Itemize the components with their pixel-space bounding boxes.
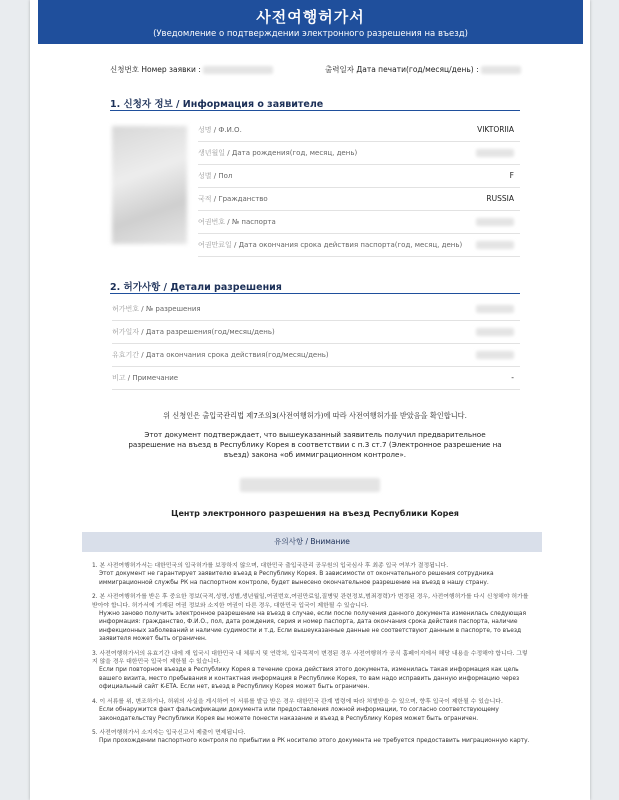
field-label	[198, 125, 477, 135]
attention-note-ko: 4. 이 서류를 위, 변조하거나, 허위의 사실을 게시하여 이 서류를 발급 받은 경우 대한민국 관계 법령에 따라 처벌받을 수 있으며, 향후 입국이 제한될 수 있습니다.	[92, 698, 503, 705]
document-subtitle: (Уведомление о подтверждении электронного разрешения на въезд)	[153, 29, 468, 39]
field-label-ru: / Дата окончания срока действия паспорта(год, месяц, день)	[234, 240, 463, 249]
field-label-ko: 유효기간	[112, 350, 140, 359]
issuing-center-name: Центр электронного разрешения на въезд Республики Корея	[171, 509, 459, 518]
attention-note-ko: 5. 사전여행허가서 소지자는 입국신고서 제출이 면제됩니다.	[92, 729, 246, 736]
attention-note-ru: Этот документ не гарантирует заявителю въезд в Республику Корея. В зависимости от окончательного решения сотрудника иммиграционной службы РК на паспортном контроле, будет вынесено окончательное разрешение на въезд в нашу страну.	[99, 571, 494, 586]
document-title: 사전여행허가서	[256, 8, 365, 26]
confirmation-statement-ko: 위 신청인은 출입국관리법 제7조의3(사전여행허가)에 따라 사전여행허가를 받았음을 확인합니다.	[163, 411, 467, 420]
attention-note-ko: 1. 본 사전여행허가서는 대한민국의 입국허가를 보장하지 않으며, 대한민국 출입국관리 공무원의 입국심사 후 최종 입국 여부가 결정됩니다.	[92, 563, 449, 569]
redacted-field-value	[476, 218, 514, 226]
info-row	[112, 366, 520, 390]
attention-note	[92, 562, 532, 587]
redacted-field-value	[476, 305, 514, 313]
attention-note-ru: Если обнаружится факт фальсификации документа или предоставления ложной информации, то согласно соответствующему законодательству Республики Корея вы можете понести наказание и въезд в Республику Корея может быть ограничен.	[99, 707, 499, 722]
field-label	[198, 240, 476, 250]
field-label	[112, 304, 476, 314]
info-row	[112, 320, 520, 344]
section-divider	[110, 293, 520, 294]
attention-note-ko: 2. 본 사전여행허가를 받은 후 중요한 정보(국적,성명,성별,생년월일,여권번호,여권만료일,질병및 관련정보,범죄경력)가 변경된 경우, 사전여행허가를 다시 신청해야 허가를 받아야 합니다. 허가서에 기재된 여권 정보와 소지한 여권이 다른 경우, 대한민국 입국이 제한될 수 있습니다.	[92, 594, 529, 609]
redacted-stamp	[240, 478, 380, 492]
redacted-field-value	[476, 351, 514, 359]
field-label-ko: 허가일자	[112, 327, 140, 336]
field-value: -	[511, 373, 514, 382]
field-label	[198, 171, 510, 181]
attention-note-ko: 3. 사전여행허가서의 유효기간 내에 재 입국시 대한민국 내 체류지 및 연락처, 입국목적이 변경된 경우 사전여행허가 공식 홈페이지에서 해당 내용을 수정해야 합니다. 그렇지 않을 경우 대한민국 입국이 제한될 수 있습니다.	[92, 650, 528, 666]
attention-note	[92, 650, 532, 692]
field-value: RUSSIA	[486, 194, 514, 203]
field-label-ru: / Дата рождения(год, месяц, день)	[227, 148, 358, 157]
field-label-ru: / Примечание	[127, 373, 179, 382]
attention-note	[92, 729, 532, 746]
field-label-ko: 여권만료일	[198, 240, 232, 249]
redacted-print-date	[481, 66, 521, 74]
attention-notes	[92, 562, 532, 752]
attention-note-ru: Нужно заново получить электронное разрешение на въезд в случае, если после получения данного документа изменилась следующая информация: гражданство, Ф.И.О., пол, дата рождения, серия и номер паспорта, дата окончания срока действия паспорта, наличие инфекционных заболеваний и наличие судимости и т.д. Если вышеуказанные данные не соответствуют данным в паспорте, то въезд заявителя может быть ограничен.	[99, 611, 527, 643]
field-label-ko: 생년월일	[198, 148, 226, 157]
title-banner	[38, 0, 583, 44]
redacted-application-number	[203, 66, 273, 74]
field-label-ko: 여권번호	[198, 217, 226, 226]
redacted-field-value	[476, 149, 514, 157]
field-label	[198, 217, 476, 227]
field-label	[198, 148, 476, 158]
print-date-label: 출력일자 Дата печати(год/месяц/день) :	[325, 65, 479, 74]
info-row	[198, 118, 520, 142]
attention-note	[92, 698, 532, 723]
field-label-ru: / Дата окончания срока действия(год/месяц/день)	[141, 350, 329, 359]
field-label-ko: 성명	[198, 125, 212, 134]
field-label-ru: / Ф.И.О.	[213, 125, 242, 134]
info-row	[112, 343, 520, 367]
application-number	[110, 64, 273, 75]
field-value: VIKTORIIA	[477, 125, 514, 134]
attention-note-ru: Если при повторном въезде в Республику Корея в течение срока действия этого документа, изменилась такая информация как цель вашего визита, место пребывания и контактная информация в Республике Корея, то вам надо исправить данную информацию через официальный сайт K-ETA. Если нет, въезд в Республику Корея может быть ограничен.	[99, 667, 520, 691]
field-label-ko: 비고	[112, 373, 126, 382]
field-label	[198, 194, 486, 204]
field-label-ru: / Гражданство	[213, 194, 268, 203]
field-label	[112, 373, 511, 383]
info-row	[198, 210, 520, 234]
confirmation-statement-ru: Этот документ подтверждает, что вышеуказанный заявитель получил предварительное разрешение на въезд в Республику Корея в соответствии с п.3 ст.7 (Электронное разрешение на въезд) закона «об иммиграционном контроле».	[128, 430, 502, 459]
field-label-ko: 허가번호	[112, 304, 140, 313]
applicant-photo-redacted	[112, 126, 187, 244]
field-label	[112, 350, 476, 360]
field-label-ru: / № паспорта	[227, 217, 276, 226]
redacted-field-value	[476, 241, 514, 249]
field-label-ru: / № разрешения	[141, 304, 201, 313]
attention-note-ru: При прохождении паспортного контроля по прибытии в РК носителю этого документа не требуется предоставить миграционную карту.	[99, 738, 530, 745]
print-date	[325, 64, 521, 75]
field-label-ru: / Дата разрешения(год/месяц/день)	[141, 327, 275, 336]
field-label-ko: 국적	[198, 194, 212, 203]
field-label	[112, 327, 476, 337]
section-permit-title: 2. 허가사항 / Детали разрешения	[110, 282, 282, 293]
field-label-ko: 성별	[198, 171, 212, 180]
field-value: F	[509, 171, 514, 180]
info-row	[112, 297, 520, 321]
attention-header: 유의사항 / Внимание	[82, 532, 542, 552]
info-row	[198, 141, 520, 165]
attention-note	[92, 593, 532, 643]
section-applicant-title: 1. 신청자 정보 / Информация о заявителе	[110, 99, 324, 110]
redacted-field-value	[476, 328, 514, 336]
application-number-label: 신청번호 Номер заявки :	[110, 65, 201, 74]
info-row	[198, 164, 520, 188]
info-row	[198, 233, 520, 257]
info-row	[198, 187, 520, 211]
section-divider	[110, 110, 520, 111]
field-label-ru: / Пол	[213, 171, 233, 180]
